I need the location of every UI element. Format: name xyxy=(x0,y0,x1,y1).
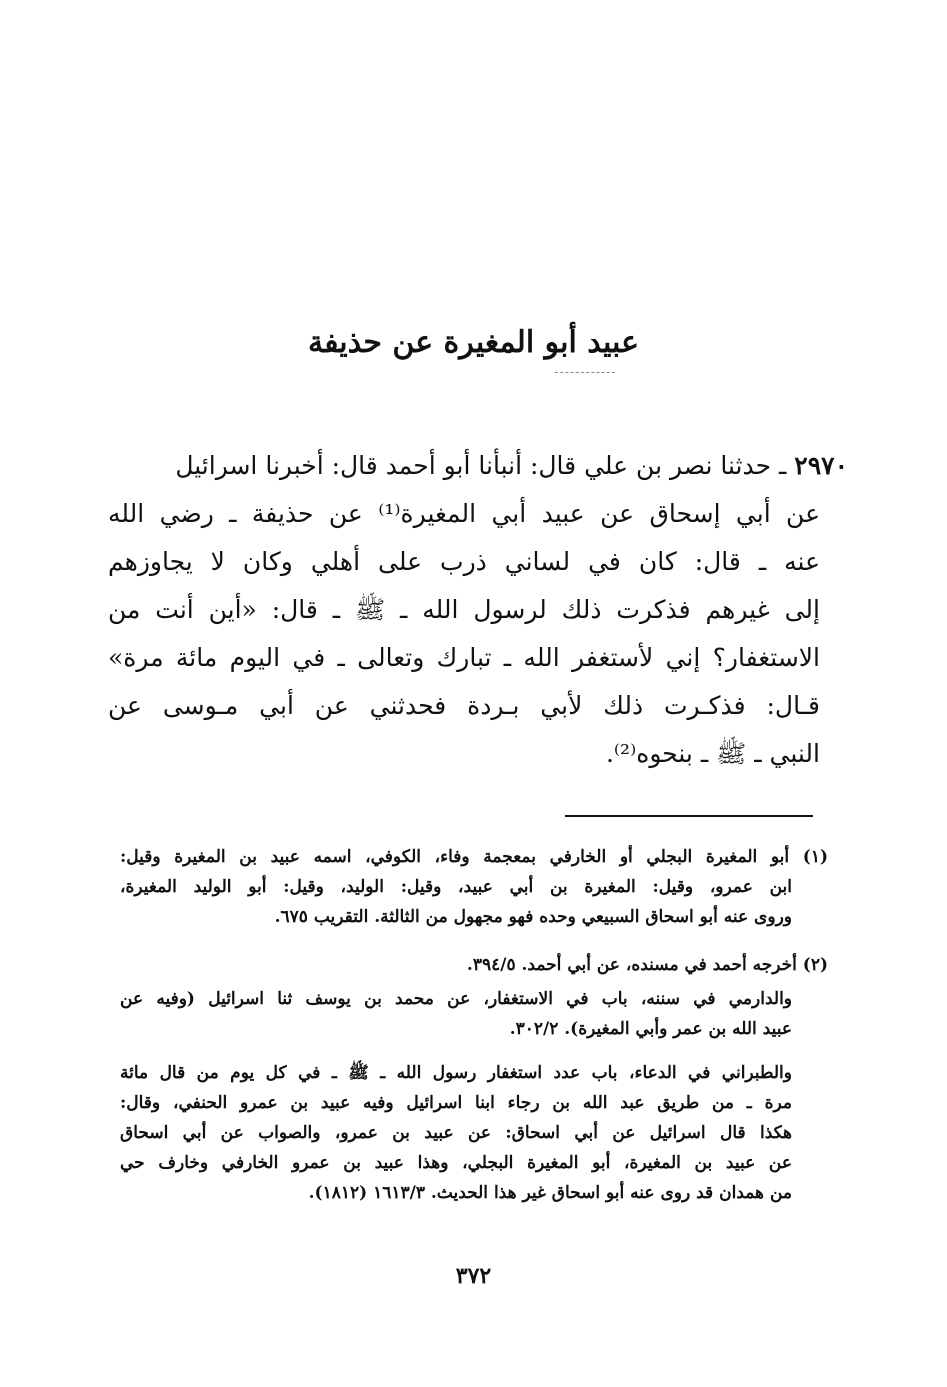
footnote-line: هكذا قال اسرائيل عن أبي اسحاق: عن عبيد بن عمرو، والصواب عن أبي اسحاق xyxy=(120,1123,792,1143)
title-divider xyxy=(555,372,615,373)
hadith-line-4: إلى غيرهم فذكرت ذلك لرسول الله ـ ﷺ ـ قال: «أين أنت من xyxy=(108,595,820,624)
hadith-line-7: النبي ـ ﷺ ـ بنحوه⁽²⁾. xyxy=(605,739,820,768)
hadith-line-1 xyxy=(108,440,848,492)
hadith-line-5: الاستغفار؟ إني لأستغفر الله ـ تبارك وتعالى ـ في اليوم مائة مرة» xyxy=(108,643,820,672)
footnote-separator xyxy=(565,815,813,817)
hadith-line-3: عنه ـ قال: كان في لساني ذرب على أهلي وكان لا يجاوزهم xyxy=(108,547,820,576)
footnote-line: والدارمي في سننه، باب في الاستغفار، عن محمد بن يوسف ثنا اسرائيل (وفيه عن xyxy=(120,989,792,1009)
hadith-line-text: ـ حدثنا نصر بن علي قال: أنبأنا أبو أحمد قال: أخبرنا اسرائيل xyxy=(175,451,787,480)
footnote-line: مرة ـ من طريق عبد الله بن رجاء ابنا اسرائيل وفيه عبيد بن عمرو الحنفي، وقال: xyxy=(120,1093,792,1113)
footnote-line: من همدان قد روى عنه أبو اسحاق غير هذا الحديث. ١٦١٣/٣ (١٨١٢). xyxy=(308,1183,792,1203)
page-number: ٣٧٢ xyxy=(455,1263,492,1289)
footnote-line: عبيد الله بن عمر وأبي المغيرة). ٣٠٢/٢. xyxy=(509,1019,792,1039)
footnote-line: والطبراني في الدعاء، باب عدد استغفار رسول الله ـ ﷺ ـ في كل يوم من قال مائة xyxy=(120,1063,792,1083)
section-title: عبيد أبو المغيرة عن حذيفة xyxy=(308,325,639,360)
footnote-line: (١) أبو المغيرة البجلي أو الخارفي بمعجمة وفاء، الكوفي، اسمه عبيد بن المغيرة وقيل: xyxy=(120,847,828,867)
footnote-line: وروى عنه أبو اسحاق السبيعي وحده فهو مجهول من الثالثة. التقريب ٦٧٥. xyxy=(274,907,792,927)
hadith-line-6: قـال: فذكـرت ذلك لأبي بـردة فحدثني عن أبي مـوسى عن xyxy=(108,691,820,720)
hadith-number: ٢٩٧٠ xyxy=(794,451,848,480)
footnote-line: ابن عمرو، وقيل: المغيرة بن أبي عبيد، وقيل: الوليد، وقيل: أبو الوليد المغيرة، xyxy=(120,877,792,897)
footnote-line: عن عبيد بن المغيرة، أبو المغيرة البجلي، وهذا عبيد بن عمرو الخارفي وخارف حي xyxy=(120,1153,792,1173)
footnote-line: (٢) أخرجه أحمد في مسنده، عن أبي أحمد. ٣٩٤/٥. xyxy=(466,955,828,975)
hadith-line-2: عن أبي إسحاق عن عبيد أبي المغيرة⁽¹⁾ عن حذيفة ـ رضي الله xyxy=(108,499,820,528)
